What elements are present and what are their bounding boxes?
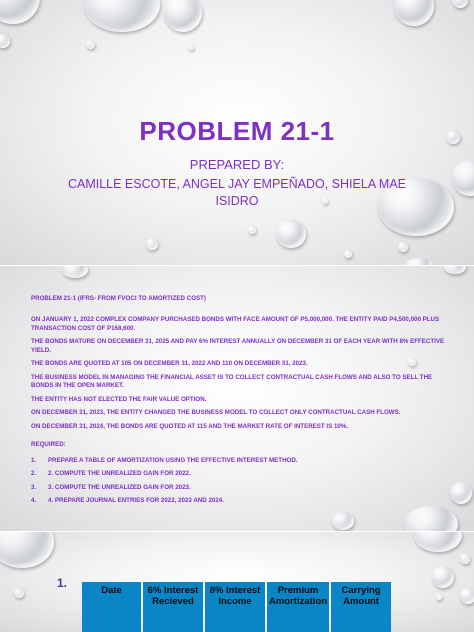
column-header-carrying-amount: Carrying Amount xyxy=(331,582,391,632)
water-drop xyxy=(146,238,158,250)
item-number: 3. xyxy=(31,483,37,491)
item-text: 4. PREPARE JOURNAL ENTRIES FOR 2022, 2023 AND 2024. xyxy=(48,496,224,504)
list-item xyxy=(31,470,445,479)
column-header-date: Date xyxy=(82,582,141,632)
item-text: 3. COMPUTE THE UNREALIZED GAIN FOR 2023. xyxy=(48,483,191,491)
water-drop xyxy=(436,594,442,600)
water-drop xyxy=(84,0,160,32)
water-drop xyxy=(164,0,202,32)
table-header-row xyxy=(82,582,391,632)
water-drop xyxy=(394,0,434,26)
water-drop xyxy=(460,588,474,604)
water-drop xyxy=(276,220,306,248)
requirements-list xyxy=(31,457,445,505)
water-drop xyxy=(444,266,466,274)
item-number: 4. xyxy=(31,496,37,504)
water-drop xyxy=(86,40,95,49)
item-number: 2. xyxy=(31,470,37,478)
water-drop xyxy=(14,588,24,598)
paragraph: ON JANUARY 1, 2022 COMPLEX COMPANY PURCHASED BONDS WITH FACE AMOUNT OF P5,000,000. THE ENTITY PAID P4,500,000 PLUS TRANSACTION COST OF P168,600. xyxy=(31,315,440,332)
water-drop xyxy=(188,44,194,50)
prepared-by-label: PREPARED BY: xyxy=(189,157,285,172)
water-drop xyxy=(452,0,468,8)
title-slide xyxy=(0,0,474,266)
amortization-slide xyxy=(0,532,474,632)
water-drop xyxy=(332,512,354,530)
water-drop xyxy=(432,566,454,588)
item-number: 1. xyxy=(31,457,37,465)
paragraph: ON DECEMBER 31, 2024, THE BONDS ARE QUOTED AT 115 AND THE MARKET RATE OF INTEREST IS 10%. xyxy=(31,422,349,430)
water-drop xyxy=(398,242,408,252)
list-item xyxy=(31,457,445,466)
column-header-interest-received: 6% Interest Recieved xyxy=(143,582,203,632)
paragraph: THE BONDS MATURE ON DECEMBER 31, 2025 AND PAY 6% INTEREST ANNUALLY ON DECEMBER 31 OF EACH YEAR WITH 8% EFFECTIVE YIELD. xyxy=(31,337,445,354)
paragraph: ON DECEMBER 31, 2023, THE ENTITY CHANGED THE BUSINESS MODEL TO COLLECT ONLY CONTRACTUAL CASH FLOWS. xyxy=(31,409,401,417)
problem-heading: PROBLEM 21-1 (IFRS- FROM FVOCI TO AMORTIZED COST) xyxy=(31,295,206,302)
water-drop xyxy=(248,226,256,234)
problem-slide xyxy=(0,266,474,532)
water-drop xyxy=(62,266,88,278)
item-text: 2. COMPUTE THE UNREALIZED GAIN FOR 2022. xyxy=(48,470,191,478)
water-drop xyxy=(0,34,10,48)
amortization-table xyxy=(80,582,393,632)
problem-text xyxy=(31,295,445,510)
water-drop xyxy=(450,482,472,504)
water-drop xyxy=(0,532,54,568)
authors-names: CAMILLE ESCOTE, ANGEL JAY EMPEÑADO, SHIELA MAE ISIDRO xyxy=(67,177,407,208)
item-text: PREPARE A TABLE OF AMORTIZATION USING THE EFFECTIVE INTEREST METHOD. xyxy=(48,457,298,465)
water-drop xyxy=(0,0,40,24)
column-header-premium-amortization: Premium Amortization xyxy=(267,582,329,632)
paragraph: THE ENTITY HAS NOT ELECTED THE FAIR VALUE OPTION. xyxy=(31,395,207,403)
paragraph: THE BUSINESS MODEL IN MANAGING THE FINANCIAL ASSET IS TO COLLECT CONTRACTUAL CASH FLOWS AND ALSO TO SELL THE BONDS IN THE OPEN MARKET. xyxy=(31,373,433,390)
required-label: REQUIRED: xyxy=(31,441,66,449)
list-item xyxy=(31,484,445,493)
item-number: 1. xyxy=(57,576,68,590)
slide-title: PROBLEM 21-1 xyxy=(139,116,335,146)
water-drop xyxy=(414,532,462,552)
column-header-interest-income: 8% Interest Income xyxy=(205,582,265,632)
water-drop xyxy=(344,250,352,258)
list-item xyxy=(31,497,445,506)
paragraph: THE BONDS ARE QUOTED AT 105 ON DECEMBER 31, 2022 AND 110 ON DECEMBER 31, 2023. xyxy=(31,360,308,368)
water-drop xyxy=(460,554,470,564)
water-drop xyxy=(404,506,458,532)
